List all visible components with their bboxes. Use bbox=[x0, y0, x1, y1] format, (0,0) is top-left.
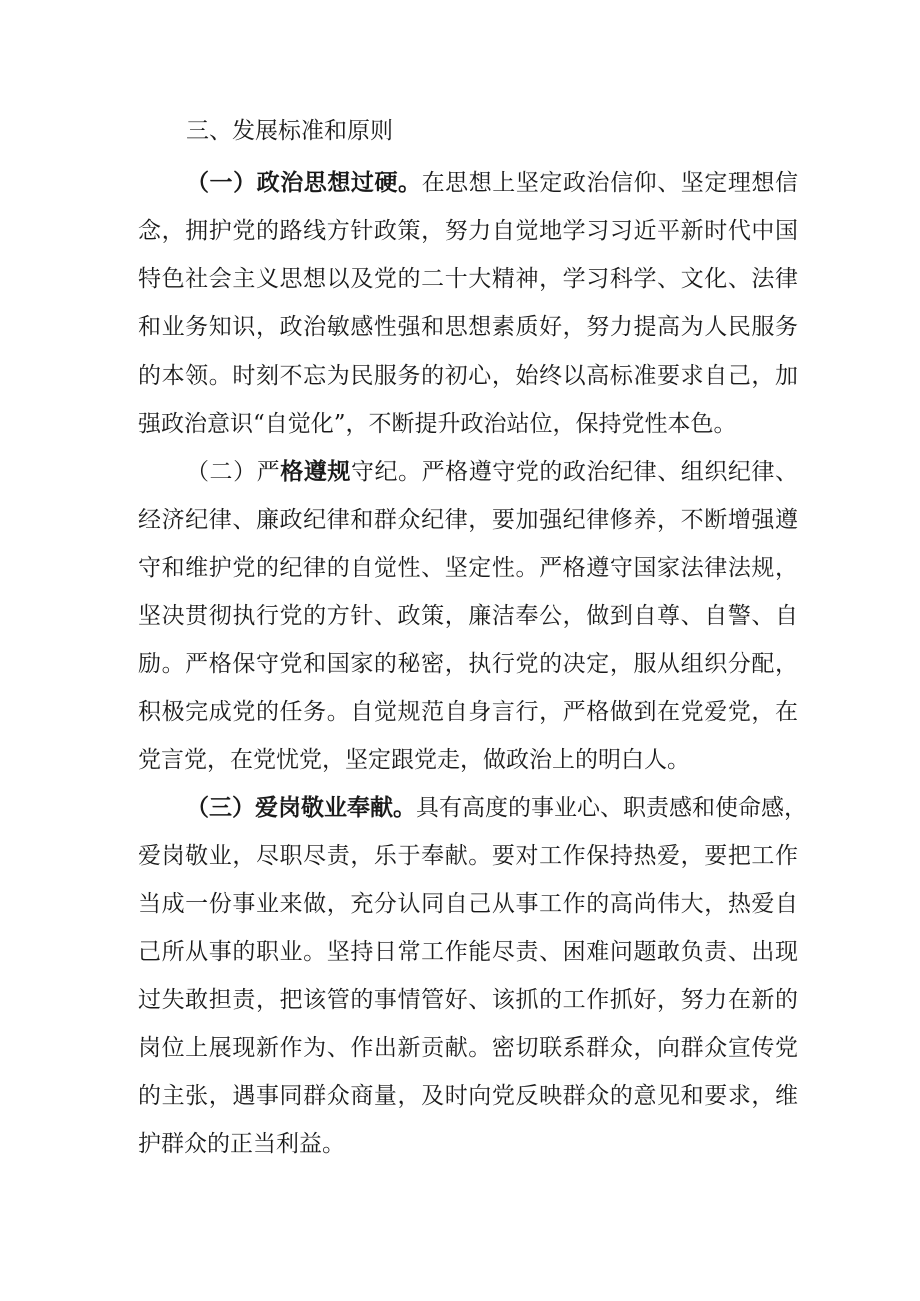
paragraph-3-text: 具有高度的事业心、职责感和使命感， bbox=[416, 795, 807, 821]
paragraph-2-line-2: 经济纪律、廉政纪律和群众纪律，要加强纪律修养，不断增强遵 bbox=[138, 507, 798, 533]
paragraph-1-line-2: 念，拥护党的路线方针政策，努力自觉地学习习近平新时代中国 bbox=[138, 218, 798, 244]
section-heading: 三、发展标准和原则 bbox=[186, 118, 393, 144]
paragraph-3-lead: （三）爱岗敬业奉献。 bbox=[186, 794, 416, 821]
paragraph-3-line-6: 岗位上展现新作为、作出新贡献。密切联系群众，向群众宣传党 bbox=[138, 1035, 798, 1061]
paragraph-2-line-7: 党言党，在党忧党，坚定跟党走，做政治上的明白人。 bbox=[138, 747, 690, 773]
paragraph-2-line-1 bbox=[186, 452, 798, 492]
paragraph-1-line-5: 的本领。时刻不忘为民服务的初心，始终以高标准要求自己，加 bbox=[138, 363, 798, 389]
paragraph-2-line-3: 守和维护党的纪律的自觉性、坚定性。严格遵守国家法律法规， bbox=[138, 555, 798, 581]
paragraph-2-line-5: 励。严格保守党和国家的秘密，执行党的决定，服从组织分配， bbox=[138, 651, 798, 677]
paragraph-2-text: 严格遵守党的政治纪律、组织纪律、 bbox=[421, 459, 799, 485]
paragraph-2-lead-post: 守纪。 bbox=[350, 459, 422, 485]
paragraph-3-line-2: 爱岗敬业，尽职尽责，乐于奉献。要对工作保持热爱，要把工作 bbox=[138, 843, 798, 869]
paragraph-1-lead: （一）政治思想过硬。 bbox=[186, 169, 422, 196]
paragraph-2-line-4: 坚决贯彻执行党的方针、政策，廉洁奉公，做到自尊、自警、自 bbox=[138, 603, 798, 629]
paragraph-2-lead-pre: （二）严 bbox=[186, 459, 281, 485]
paragraph-1-line-6: 强政治意识“自觉化”，不断提升政治站位，保持党性本色。 bbox=[138, 411, 737, 437]
paragraph-3-line-4: 己所从事的职业。坚持日常工作能尽责、困难问题敢负责、出现 bbox=[138, 939, 798, 965]
paragraph-3-line-8: 护群众的正当利益。 bbox=[138, 1131, 345, 1157]
paragraph-1-line-4: 和业务知识，政治敏感性强和思想素质好，努力提高为人民服务 bbox=[138, 314, 798, 340]
paragraph-1-text: 在思想上坚定政治信仰、坚定理想信 bbox=[421, 170, 799, 196]
paragraph-2-lead-bold: 格遵规 bbox=[280, 458, 351, 485]
paragraph-1-line-3: 特色社会主义思想以及党的二十大精神，学习科学、文化、法律 bbox=[138, 266, 798, 292]
paragraph-3-line-3: 当成一份事业来做，充分认同自己从事工作的高尚伟大，热爱自 bbox=[138, 891, 798, 917]
paragraph-3-line-7: 的主张，遇事同群众商量，及时向党反映群众的意见和要求，维 bbox=[138, 1083, 798, 1109]
paragraph-1-line-1 bbox=[186, 163, 798, 203]
paragraph-3-line-1 bbox=[186, 788, 807, 828]
paragraph-3-line-5: 过失敢担责，把该管的事情管好、该抓的工作抓好，努力在新的 bbox=[138, 987, 798, 1013]
paragraph-2-line-6: 积极完成党的任务。自觉规范自身言行，严格做到在党爱党，在 bbox=[138, 699, 798, 725]
